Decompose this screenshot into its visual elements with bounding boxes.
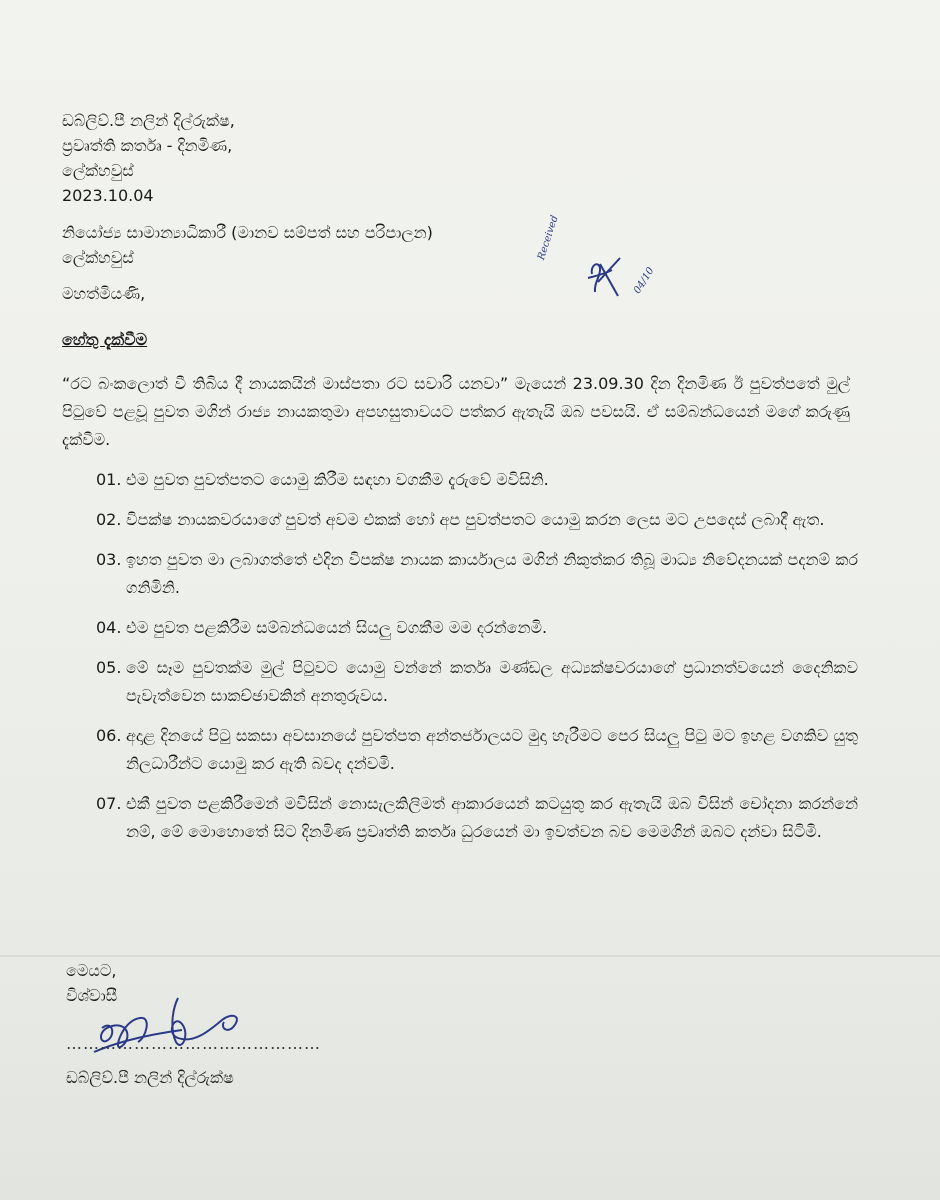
point-text: එම පුවත පුවත්පතට යොමු කිරීම සඳහා වගකීම දැරුවේ මවිසිනි. <box>126 470 549 489</box>
point-number: 05. <box>96 658 122 677</box>
closing-faithfully: විශ්වාසී <box>66 986 118 1005</box>
closing-line: මෙයට, <box>66 961 117 980</box>
list-item <box>96 614 858 642</box>
received-date: 04/10 <box>632 265 657 296</box>
point-text: එම පුවත පළකිරීම සම්බන්ධයෙන් සියලු වගකීම මම දරන්නෙමි. <box>126 618 548 637</box>
recipient-title: නියෝජ්‍ය සාමාන්‍යාධිකාරී (මානව සම්පත් සහ පරිපාලන) <box>62 223 433 242</box>
list-item <box>96 546 858 602</box>
list-item <box>96 654 858 710</box>
point-text: ඉහත පුවත මා ලබාගත්තේ එදින විපක්ෂ නායක කාර්යාලය මගින් නිකුත්කර තිබූ මාධ්‍ය නිවේදනයක් පදනම් කර ගනිමිනි. <box>126 550 858 597</box>
recipient-block <box>62 220 433 270</box>
sender-org: ලේක්හවුස් <box>62 161 134 180</box>
point-text: විපක්ෂ නායකවරයාගේ පුවත් අවම එකක් හෝ අප පුවත්පතට යොමු කරන ලෙස මට උපදෙස් ලබාදී ඇත. <box>126 510 825 529</box>
point-number: 03. <box>96 550 122 569</box>
sender-block <box>62 108 235 208</box>
list-item <box>96 722 858 778</box>
point-number: 04. <box>96 618 122 637</box>
point-text: මේ සෑම පුවතක්ම මුල් පිටුවට යොමු වන්නේ කර්තෘ මණ්ඩල අධ්‍යක්ෂවරයාගේ ප්‍රධානත්වයෙන් දෛනිකව පැවැත්වෙන සාකච්ඡාවකින් අනතුරුවය. <box>126 658 858 705</box>
received-initials <box>538 252 633 312</box>
intro-paragraph: “රට බංකලොත් වී තිබිය දී නායකයින් මාස්පතා රට සවාරි යනවා” මැයෙන් 23.09.30 දින දිනමිණ ඊ පුවත්පතේ මුල් පිටුවේ පළවූ පුවත මගින් රාජ්‍ය නායකතුමා අපහසුතාවයට පත්කර ඇතැයි ඔබ පවසයි. ඒ සම්බන්ධයෙන් මගේ කරුණු දැක්වීම. <box>62 374 850 449</box>
recipient-org: ලේක්හවුස් <box>62 248 134 267</box>
paper-fold <box>0 955 940 957</box>
signature-dotted-line: ……………………………………… <box>66 1034 321 1053</box>
points-list <box>96 466 858 846</box>
list-item <box>96 790 858 846</box>
received-note: Received <box>536 214 561 262</box>
list-item <box>96 506 858 534</box>
letter-date: 2023.10.04 <box>62 186 154 205</box>
sender-name: ඩබ්ලිව්.පී නලින් දිල්රුක්ෂ, <box>62 111 235 130</box>
point-number: 01. <box>96 470 122 489</box>
signatory-name: ඩබ්ලිව්.පී නලින් දිල්රුක්ෂ <box>66 1068 234 1087</box>
list-item <box>96 466 858 494</box>
point-text: අදාළ දිනයේ පිටු සකසා අවසානයේ පුවත්පත අන්තර්ජාලයට මුදා හැරීමට පෙර සියලු පිටු මට ඉහළ වගකිව යුතු නිලධාරීන්ට යොමු කර ඇති බවද දන්වමි. <box>126 726 858 773</box>
subject-heading: හේතු දැක්වීම <box>62 330 148 349</box>
point-number: 07. <box>96 794 122 813</box>
point-number: 06. <box>96 726 122 745</box>
sender-title: ප්‍රවෘත්ති කර්තෘ - දිනමිණ, <box>62 136 233 155</box>
salutation: මහත්මියණි, <box>62 284 146 303</box>
point-text: එකී පුවත පළකිරීමෙන් මවිසින් නොසැලකිලිමත් ආකාරයෙන් කටයුතු කර ඇතැයි ඔබ විසින් චෝදනා කරන්නේ නම්, මේ මොහොතේ සිට දිනමිණ ප්‍රවෘත්ති කර්තෘ ධුරයෙන් මා ඉවත්වන බව මෙමගින් ඔබට දන්වා සිටිමි. <box>126 794 858 841</box>
point-number: 02. <box>96 510 122 529</box>
